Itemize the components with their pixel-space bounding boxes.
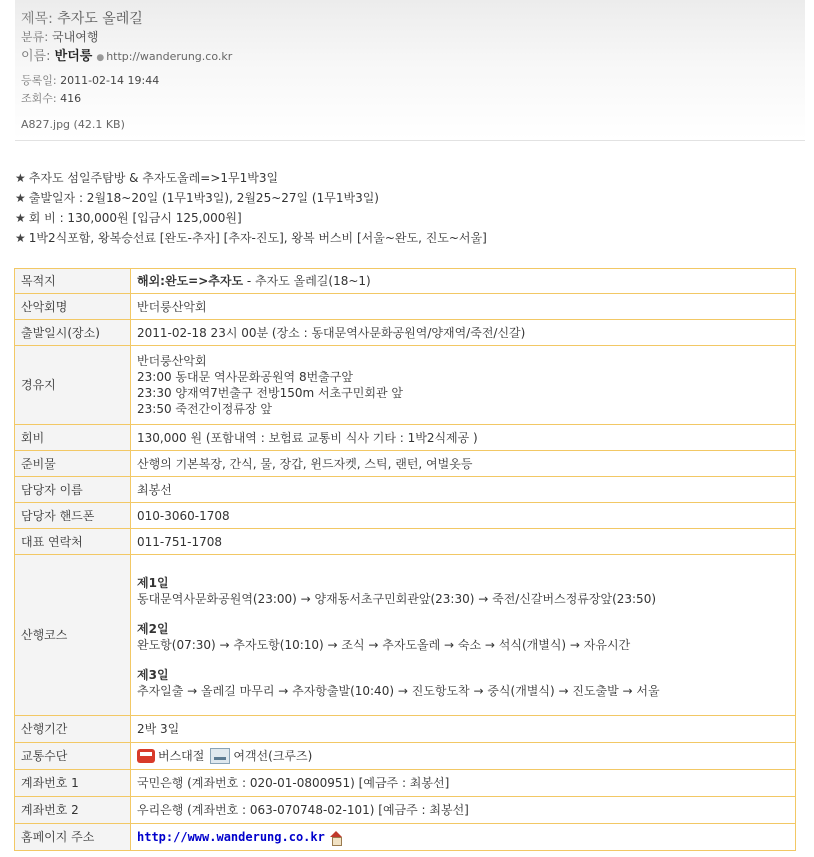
colon: : — [46, 49, 55, 64]
departure-label: 출발일시(장소) — [15, 320, 131, 346]
table-row — [15, 555, 796, 716]
ship-icon — [210, 748, 230, 764]
course-day-route: 완도항(07:30) → 추자도항(10:10) → 조식 → 추자도올레 → 숙소 → 석식(개별식) → 자유시간 — [137, 638, 631, 652]
post-header — [15, 0, 805, 141]
course-day-title: 제3일 — [137, 668, 169, 682]
waypoint-line: 23:30 양재역7번출구 전방150m 서초구민회관 앞 — [137, 386, 403, 400]
waypoints-label: 경유지 — [15, 346, 131, 425]
account2-label: 계좌번호 2 — [15, 797, 131, 824]
highlight-text: 1박2식포함, 왕복승선료 [완도-추자] [추자-진도], 왕복 버스비 [서울~완도, 진도~서울] — [28, 231, 487, 245]
waypoints-value — [131, 346, 796, 425]
post-views: 416 — [60, 92, 82, 105]
highlight-text: 회 비 : 130,000원 [입금시 125,000원] — [28, 211, 242, 225]
course-day-route: 동대문역사문화공원역(23:00) → 양재동서초구민회관앞(23:30) → 죽전/신갈버스정류장앞(23:50) — [137, 592, 657, 606]
duration-label: 산행기간 — [15, 716, 131, 743]
highlight-text: 추자도 섬일주탐방 & 추자도올레=>1무1박3일 — [28, 171, 279, 185]
star-icon: ★ — [15, 191, 26, 205]
homepage-link[interactable]: http://www.wanderung.co.kr — [137, 830, 325, 844]
post-subject-row — [21, 8, 143, 28]
duration-value: 2박 3일 — [131, 716, 796, 743]
table-row — [15, 477, 796, 503]
post-views-row — [21, 90, 81, 106]
highlight-item — [15, 168, 487, 188]
transport-ship: 여객선(크루즈) — [233, 748, 313, 763]
contact-name-label: 담당자 이름 — [15, 477, 131, 503]
date-label: 등록일 — [21, 74, 53, 87]
colon: : — [48, 11, 58, 27]
highlight-text: 출발일자 : 2월18~20일 (1무1박3일), 2월25~27일 (1무1박3일) — [28, 191, 379, 205]
departure-value: 2011-02-18 23시 00분 (장소 : 동대문역사문화공원역/양재역/죽전/신갈) — [131, 320, 796, 346]
post-category-row — [21, 28, 98, 45]
course-day-title: 제1일 — [137, 576, 169, 590]
waypoint-line: 23:00 동대문 역사문화공원역 8번출구앞 — [137, 370, 353, 384]
table-row — [15, 824, 796, 851]
views-label: 조회수 — [21, 92, 53, 105]
highlight-item — [15, 228, 487, 248]
course-label: 산행코스 — [15, 555, 131, 716]
trip-info-table — [14, 268, 796, 851]
waypoint-line: 23:50 죽전간이정류장 앞 — [137, 402, 272, 416]
gear-label: 준비물 — [15, 451, 131, 477]
spacer — [137, 653, 789, 667]
category-label: 분류 — [21, 30, 45, 44]
destination-bold: 해외:완도=>추자도 — [137, 274, 244, 288]
account1-label: 계좌번호 1 — [15, 770, 131, 797]
contact-phone-value: 010-3060-1708 — [131, 503, 796, 529]
author-homepage-link[interactable]: http://wanderung.co.kr — [106, 50, 233, 63]
gear-value: 산행의 기본복장, 간식, 물, 장갑, 윈드자켓, 스틱, 랜턴, 여벌옷등 — [131, 451, 796, 477]
course-days — [137, 571, 789, 699]
account1-value: 국민은행 (계좌번호 : 020-01-0800951) [예금주 : 최봉선] — [131, 770, 796, 797]
spacer — [137, 607, 789, 621]
home-icon[interactable] — [329, 831, 343, 845]
post-date-row — [21, 72, 159, 88]
transport-bus: 버스대절 — [158, 748, 205, 763]
table-row — [15, 770, 796, 797]
colon: : — [44, 30, 53, 44]
star-icon: ★ — [15, 171, 26, 185]
destination-label: 목적지 — [15, 269, 131, 294]
colon: : — [52, 74, 61, 87]
table-row — [15, 716, 796, 743]
post-date: 2011-02-14 19:44 — [60, 74, 160, 87]
table-row — [15, 320, 796, 346]
highlights-list — [15, 168, 487, 248]
table-row — [15, 269, 796, 294]
table-row — [15, 797, 796, 824]
waypoint-line: 반더룽산악회 — [137, 354, 207, 368]
account2-value: 우리은행 (계좌번호 : 063-070748-02-101) [예금주 : 최봉선] — [131, 797, 796, 824]
fee-label: 회비 — [15, 425, 131, 451]
course-value — [131, 555, 796, 716]
post-category: 국내여행 — [52, 30, 99, 44]
bullet-icon: ● — [96, 53, 105, 63]
course-day-title: 제2일 — [137, 622, 169, 636]
transport-value — [131, 743, 796, 770]
table-row — [15, 425, 796, 451]
name-label: 이름 — [21, 49, 47, 64]
table-row — [15, 743, 796, 770]
table-row — [15, 451, 796, 477]
main-phone-value: 011-751-1708 — [131, 529, 796, 555]
main-phone-label: 대표 연락처 — [15, 529, 131, 555]
table-row — [15, 294, 796, 320]
course-day-route: 추자일출 → 올레길 마무리 → 추자항출발(10:40) → 진도항도착 → 중식(개별식) → 진도출발 → 서울 — [137, 684, 660, 698]
subject-label: 제목 — [21, 11, 49, 27]
table-row — [15, 529, 796, 555]
contact-phone-label: 담당자 핸드폰 — [15, 503, 131, 529]
post-author[interactable]: 반더룽 — [54, 49, 93, 64]
contact-name-value: 최봉선 — [131, 477, 796, 503]
star-icon: ★ — [15, 211, 26, 225]
destination-value — [131, 269, 796, 294]
transport-label: 교통수단 — [15, 743, 131, 770]
table-row — [15, 503, 796, 529]
club-value: 반더룽산악회 — [131, 294, 796, 320]
star-icon: ★ — [15, 231, 26, 245]
highlight-item — [15, 208, 487, 228]
post-author-row — [21, 45, 232, 64]
bus-icon — [137, 749, 155, 763]
colon: : — [52, 92, 61, 105]
attachment-link[interactable]: A827.jpg (42.1 KB) — [21, 118, 125, 131]
homepage-label: 홈페이지 주소 — [15, 824, 131, 851]
fee-value: 130,000 원 (포함내역 : 보험료 교통비 식사 기타 : 1박2식제공 ) — [131, 425, 796, 451]
post-subject: 추자도 올레길 — [57, 11, 143, 27]
homepage-value — [131, 824, 796, 851]
highlight-item — [15, 188, 487, 208]
destination-rest: - 추자도 올레길(18~1) — [243, 274, 371, 288]
club-label: 산악회명 — [15, 294, 131, 320]
table-row — [15, 346, 796, 425]
